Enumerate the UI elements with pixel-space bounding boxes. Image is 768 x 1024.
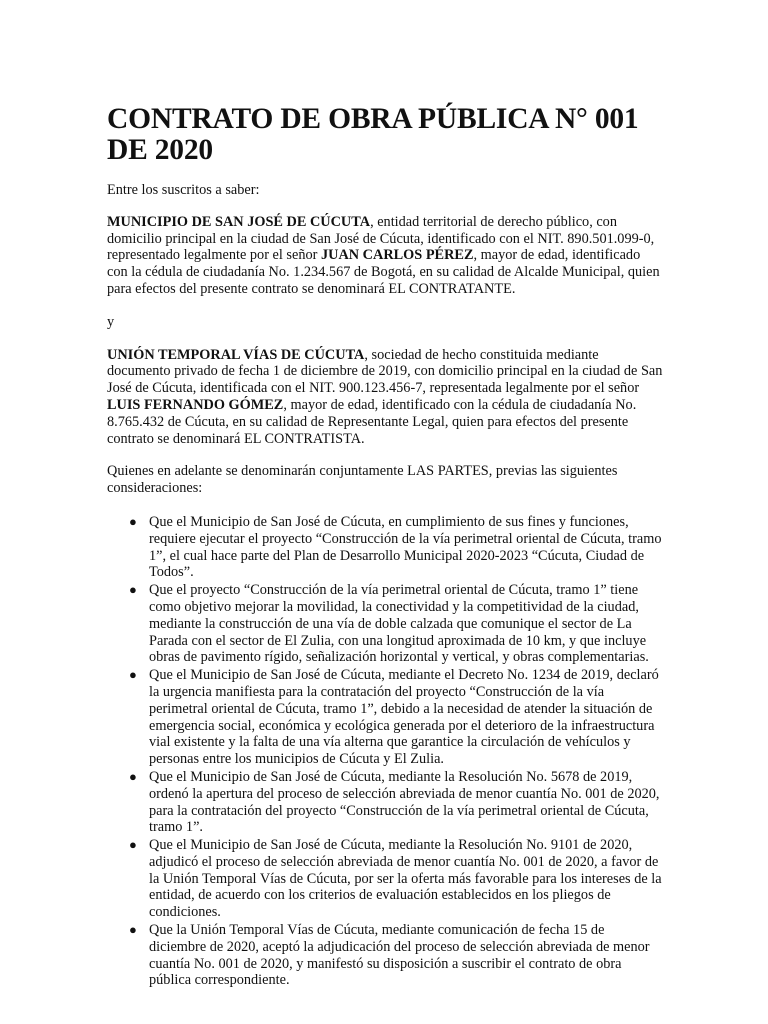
bullet-icon: ● (129, 667, 137, 683)
bullet-icon: ● (129, 922, 137, 938)
party-contratista-representative: LUIS FERNANDO GÓMEZ (107, 396, 284, 413)
bullet-icon: ● (129, 582, 137, 598)
party-contratante-text-b: , mayor de edad, identificado con la cédula de ciudadanía No. 1.234.567 de Bogotá, en su calidad de Alcalde Municipal, quien para efectos del presente contrato se denominará EL CONTRATANTE. (107, 247, 660, 297)
party-contratante-text-a: , entidad territorial de derecho público, con domicilio principal en la ciudad de San José de Cúcuta, identificado con el NIT. 890.501.099-0, representado legalmente por el señor (107, 213, 655, 264)
considerations-list (107, 514, 663, 989)
party-contratista-paragraph (107, 347, 663, 448)
list-item (129, 837, 663, 921)
list-item-text: Que el proyecto “Construcción de la vía perimetral oriental de Cúcuta, tramo 1” tiene como objetivo mejorar la movilidad, la conectividad y la competitividad de la ciudad, mediante la construcción de una vía de doble calzada que comunique el sector de La Parada con el sector de El Zulia, con una longitud aproximada de 10 km, y que incluye obras de pavimento rígido, señalización horizontal y vertical, y obras complementarias. (149, 582, 649, 666)
party-contratista-text-b: , mayor de edad, identificado con la cédula de ciudadanía No. 8.765.432 de Cúcuta, en su calidad de Representante Legal, quien para efectos del presente contrato se denominará EL CONTRATISTA. (107, 396, 637, 447)
list-item (129, 922, 663, 989)
party-contratista-name: UNIÓN TEMPORAL VÍAS DE CÚCUTA (107, 346, 365, 363)
considerations-intro: Quienes en adelante se denominarán conjuntamente LAS PARTES, previas las siguientes consideraciones: (107, 463, 618, 497)
document-page (107, 104, 663, 990)
list-item (129, 513, 663, 581)
bullet-icon: ● (129, 837, 137, 853)
party-contratante-paragraph (107, 214, 663, 298)
bullet-icon: ● (129, 768, 137, 784)
list-item-text: Que la Unión Temporal Vías de Cúcuta, mediante comunicación de fecha 15 de diciembre de 2020, aceptó la adjudicación del proceso de selección abreviada de menor cuantía No. 001 de 2020, y manifestó su disposición a suscribir el contrato de obra pública correspondiente. (149, 922, 650, 989)
list-item (129, 667, 663, 768)
bullet-icon: ● (129, 513, 137, 529)
list-item (129, 582, 663, 666)
list-item-text: Que el Municipio de San José de Cúcuta, mediante la Resolución No. 5678 de 2019, ordenó la apertura del proceso de selección abreviada de menor cuantía No. 001 de 2020, para la contratación del proyecto “Construcción de la vía perimetral oriental de Cúcuta, tramo 1”. (149, 768, 660, 836)
list-item (129, 768, 663, 836)
document-title: CONTRATO DE OBRA PÚBLICA N° 001 DE 2020 (107, 103, 639, 166)
list-item-text: Que el Municipio de San José de Cúcuta, mediante la Resolución No. 9101 de 2020, adjudicó el proceso de selección abreviada de menor cuantía No. 001 de 2020, a favor de la Unión Temporal Vías de Cúcuta, por ser la oferta más favorable para los intereses de la entidad, de acuerdo con los criterios de evaluación establecidos en los pliegos de condiciones. (149, 837, 662, 921)
conjunction: y (107, 313, 115, 330)
list-item-text: Que el Municipio de San José de Cúcuta, mediante el Decreto No. 1234 de 2019, declaró la urgencia manifiesta para la contratación del proyecto “Construcción de la vía perimetral oriental de Cúcuta, tramo 1”, debido a la necesidad de atender la situación de emergencia social, económica y ecológica generada por el deterioro de la infraestructura vial existente y la falta de una vía alterna que garantice la circulación de vehículos y personas entre los municipios de Cúcuta y El Zulia. (149, 667, 659, 768)
party-contratante-name: MUNICIPIO DE SAN JOSÉ DE CÚCUTA (107, 213, 371, 230)
party-contratista-text-a: , sociedad de hecho constituida mediante documento privado de fecha 1 de diciembre de 2019, con domicilio principal en la ciudad de San José de Cúcuta, identificada con el NIT. 900.123.456-7, representada legalmente por el señor (107, 346, 663, 397)
party-contratante-representative: JUAN CARLOS PÉREZ (320, 247, 474, 264)
list-item-text: Que el Municipio de San José de Cúcuta, en cumplimiento de sus fines y funciones, requiere ejecutar el proyecto “Construcción de la vía perimetral oriental de Cúcuta, tramo 1”, el cual hace parte del Plan de Desarrollo Municipal 2020-2023 “Cúcuta, Ciudad de Todos”. (149, 513, 662, 581)
intro-paragraph: Entre los suscritos a saber: (107, 182, 260, 198)
